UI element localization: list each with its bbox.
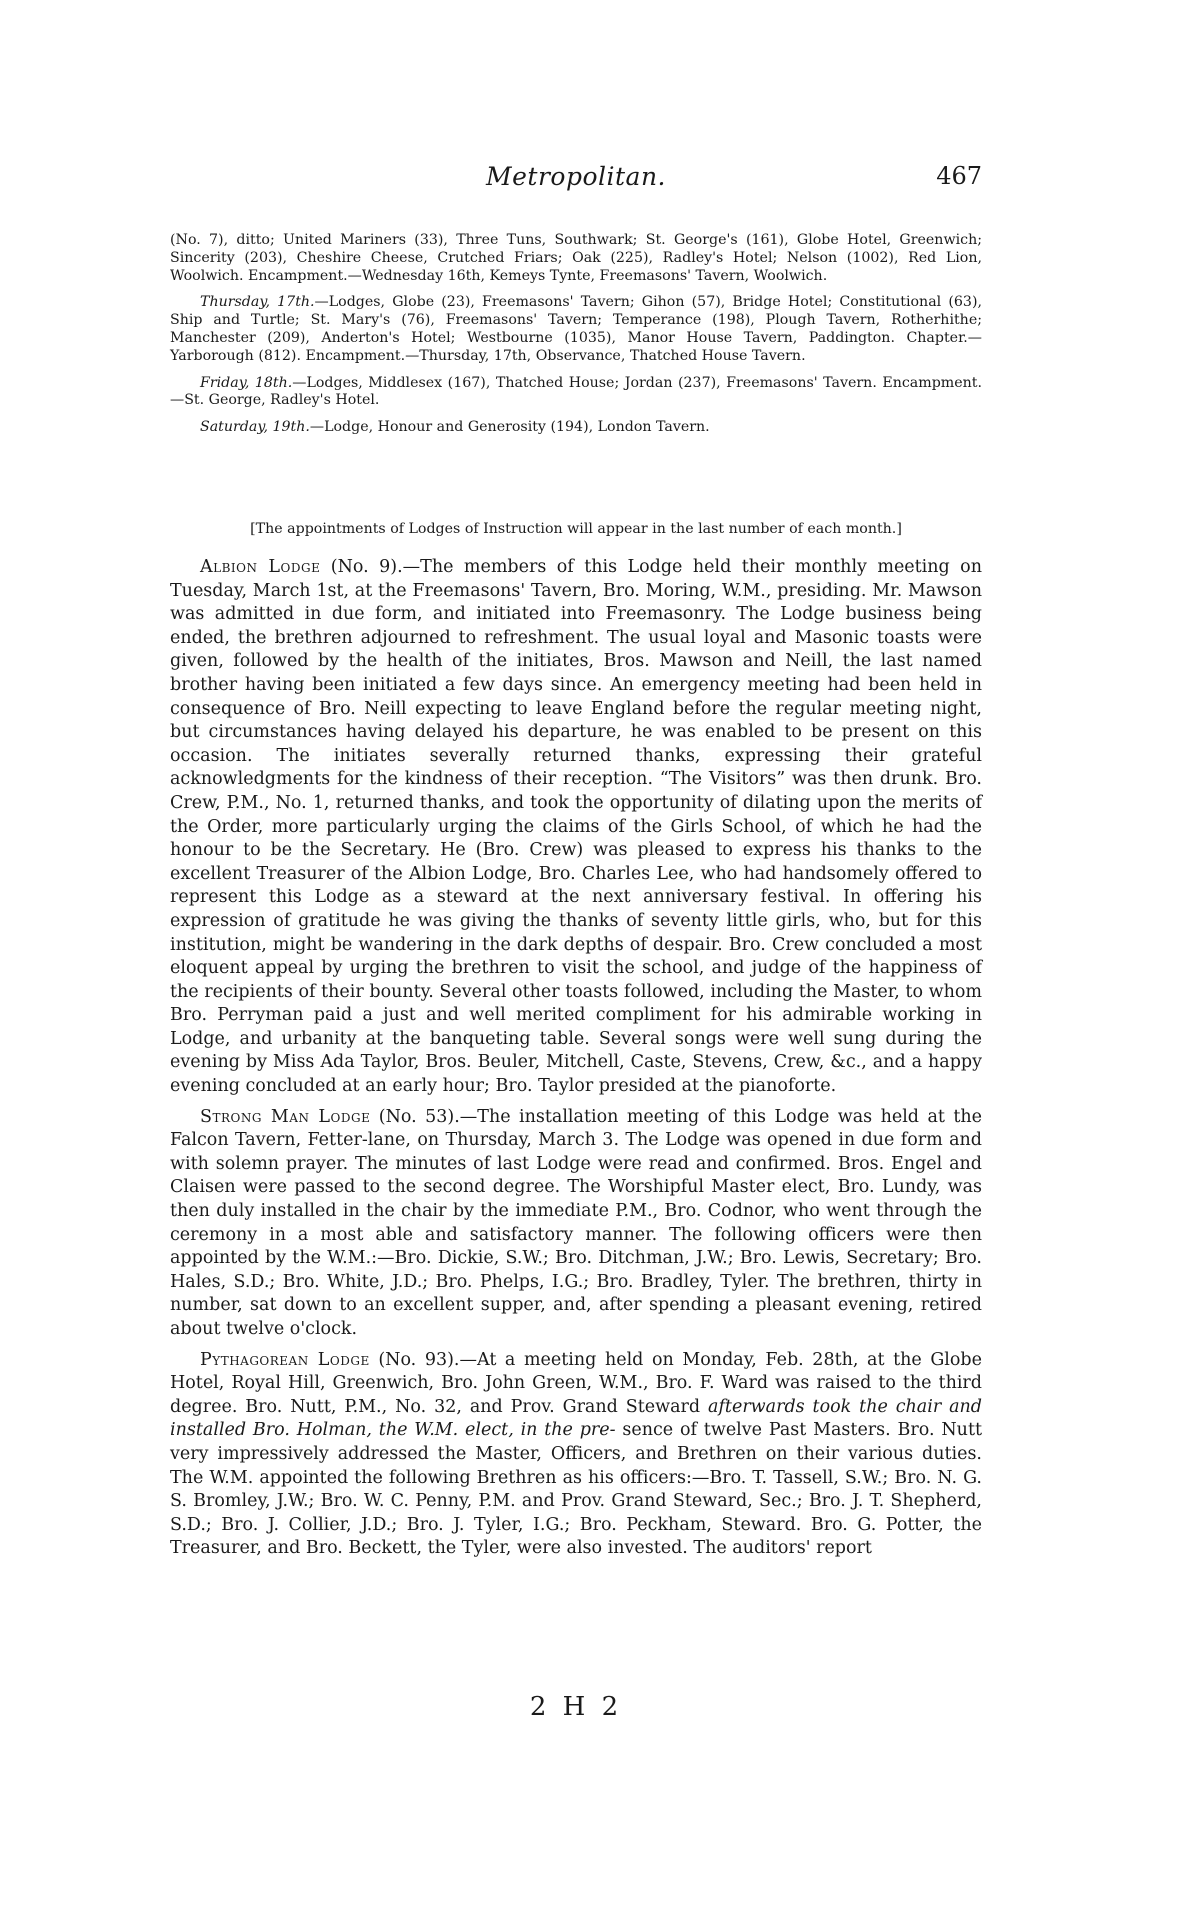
pythagorean-italic: afterwards took the chair and installed Bro. Holman, the W.M. elect, in the pre-: [170, 1396, 983, 1441]
albion-text: (No. 9).—The members of this Lodge held their monthly meeting on Tuesday, March 1st, at the Freemasons' Tavern, Bro. Moring, W.M., presiding. Mr. Mawson was admitted in due form, and initiated into Freemasonry. The Lodge business being ended, the brethren adjourned to refreshment. The usual loyal and Masonic toasts were given, followed by the health of the initiates, Bros. Mawson and Neill, the last named brother having been initiated a few days since. An emergency meeting had been held in consequence of Bro. Neill expecting to leave England before the regular meeting night, but circumstances having delayed his departure, he was enabled to be present on this occasion. The initiates severally returned thanks, expressing their grateful acknowledgments for the kindness of their reception. “The Visitors” was then drunk. Bro. Crew, P.M., No. 1, returned thanks, and took the opportunity of dilating upon the merits of the Order, more particularly urging the claims of the Girls School, of which he had the honour to be the Secretary. He (Bro. Crew) was pleased to express his thanks to the excellent Treasurer of the Albion Lodge, Bro. Charles Lee, who had handsomely offered to represent this Lodge as a steward at the next anniversary festival. In offering his expression of gratitude he was giving the thanks of seventy little girls, who, but for this institution, might be wandering in the dark depths of despair. Bro. Crew concluded a most eloquent appeal by urging the brethren to visit the school, and judge of the happiness of the recipients of their bounty. Several other toasts followed, including the Master, to whom Bro. Perryman paid a just and well merited compliment for his admirable working in Lodge, and urbanity at the banqueting table. Several songs were well sung during the evening by Miss Ada Taylor, Bros. Beuler, Mitchell, Caste, Stevens, Crew, &c., and a happy evening concluded at an early hour; Bro. Taylor presided at the pianoforte.: [170, 557, 982, 1097]
instruction-note: [The appointments of Lodges of Instruction will appear in the last number of each month.]: [250, 521, 902, 537]
lodge-calendar: [170, 232, 982, 446]
calendar-continuation: (No. 7), ditto; United Mariners (33), Three Tuns, Southwark; St. George's (161), Globe Hotel, Greenwich; Sincerity (203), Cheshire Cheese, Crutched Friars; Oak (225), Radley's Hotel; Nelson (1002), Red Lion, Woolwich. Encampment.—Wednesday 16th, Kemeys Tynte, Freemasons' Tavern, Woolwich.: [170, 232, 982, 284]
strong-man-text: (No. 53).—The installation meeting of this Lodge was held at the Falcon Tavern, Fetter-lane, on Thursday, March 3. The Lodge was opened in due form and with solemn prayer. The minutes of last Lodge were read and confirmed. Bros. Engel and Claisen were passed to the second degree. The Worshipful Master elect, Bro. Lundy, was then duly installed in the chair by the immediate P.M., Bro. Codnor, who went through the ceremony in a most able and satisfactory manner. The following officers were then appointed by the W.M.:—Bro. Dickie, S.W.; Bro. Ditchman, J.W.; Bro. Lewis, Secretary; Bro. Hales, S.D.; Bro. White, J.D.; Bro. Phelps, I.G.; Bro. Bradley, Tyler. The brethren, thirty in number, sat down to an excellent supper, and, after spending a pleasant evening, retired about twelve o'clock.: [170, 1106, 982, 1339]
thursday-text: —Lodges, Globe (23), Freemasons' Tavern; Gihon (57), Bridge Hotel; Constitutional (63), Ship and Turtle; St. Mary's (76), Freemasons' Tavern; Temperance (198), Plough Tavern, Rotherhithe; Manchester (209), Anderton's Hotel; Westbourne (1035), Manor House Tavern, Paddington. Chapter.—Yarborough (812). Encampment.—Thursday, 17th, Observance, Thatched House Tavern.: [170, 294, 982, 364]
signature-mark: 2 H 2: [529, 1692, 623, 1722]
pythagorean-heading: Pythagorean Lodge: [200, 1349, 370, 1370]
page-header: [170, 162, 982, 202]
report-strong-man: [170, 1106, 982, 1342]
albion-heading: Albion Lodge: [200, 557, 321, 577]
pythagorean-text-1: (No. 93).—At a meeting held on Monday, Feb. 28th, at the Globe Hotel, Royal Hill, Greenwich, Bro. John Green, W.M., Bro. F. Ward was raised to the third degree. Bro. Nutt, P.M., No. 32, and Prov. Grand Steward: [170, 1349, 982, 1417]
saturday-text: —Lodge, Honour and Generosity (194), London Tavern.: [309, 419, 710, 436]
calendar-friday: [170, 375, 982, 411]
page-number: 467: [936, 162, 982, 190]
saturday-label: Saturday, 19th.: [200, 419, 310, 436]
report-pythagorean: [170, 1349, 982, 1561]
pythagorean-text-2: sence of twelve Past Masters. Bro. Nutt very impressively addressed the Master, Officers, and Brethren on their various duties. The W.M. appointed the following Brethren as his officers:—Bro. T. Tassell, S.W.; Bro. N. G. S. Bromley, J.W.; Bro. W. C. Penny, P.M. and Prov. Grand Steward, Sec.; Bro. J. T. Shepherd, S.D.; Bro. J. Collier, J.D.; Bro. J. Tyler, I.G.; Bro. Peckham, Steward. Bro. G. Potter, the Treasurer, and Bro. Beckett, the Tyler, were also invested. The auditors' report: [170, 1420, 983, 1559]
calendar-saturday: [170, 419, 982, 437]
report-albion: [170, 556, 982, 1099]
thursday-label: Thursday, 17th.: [200, 294, 315, 311]
running-title: Metropolitan.: [486, 162, 666, 191]
friday-label: Friday, 18th.: [200, 374, 293, 391]
friday-text: —Lodges, Middlesex (167), Thatched House; Jordan (237), Freemasons' Tavern. Encampment.—St. George, Radley's Hotel.: [170, 374, 982, 409]
strong-man-heading: Strong Man Lodge: [200, 1106, 371, 1127]
lodge-reports: [170, 556, 982, 1568]
calendar-thursday: [170, 294, 982, 365]
